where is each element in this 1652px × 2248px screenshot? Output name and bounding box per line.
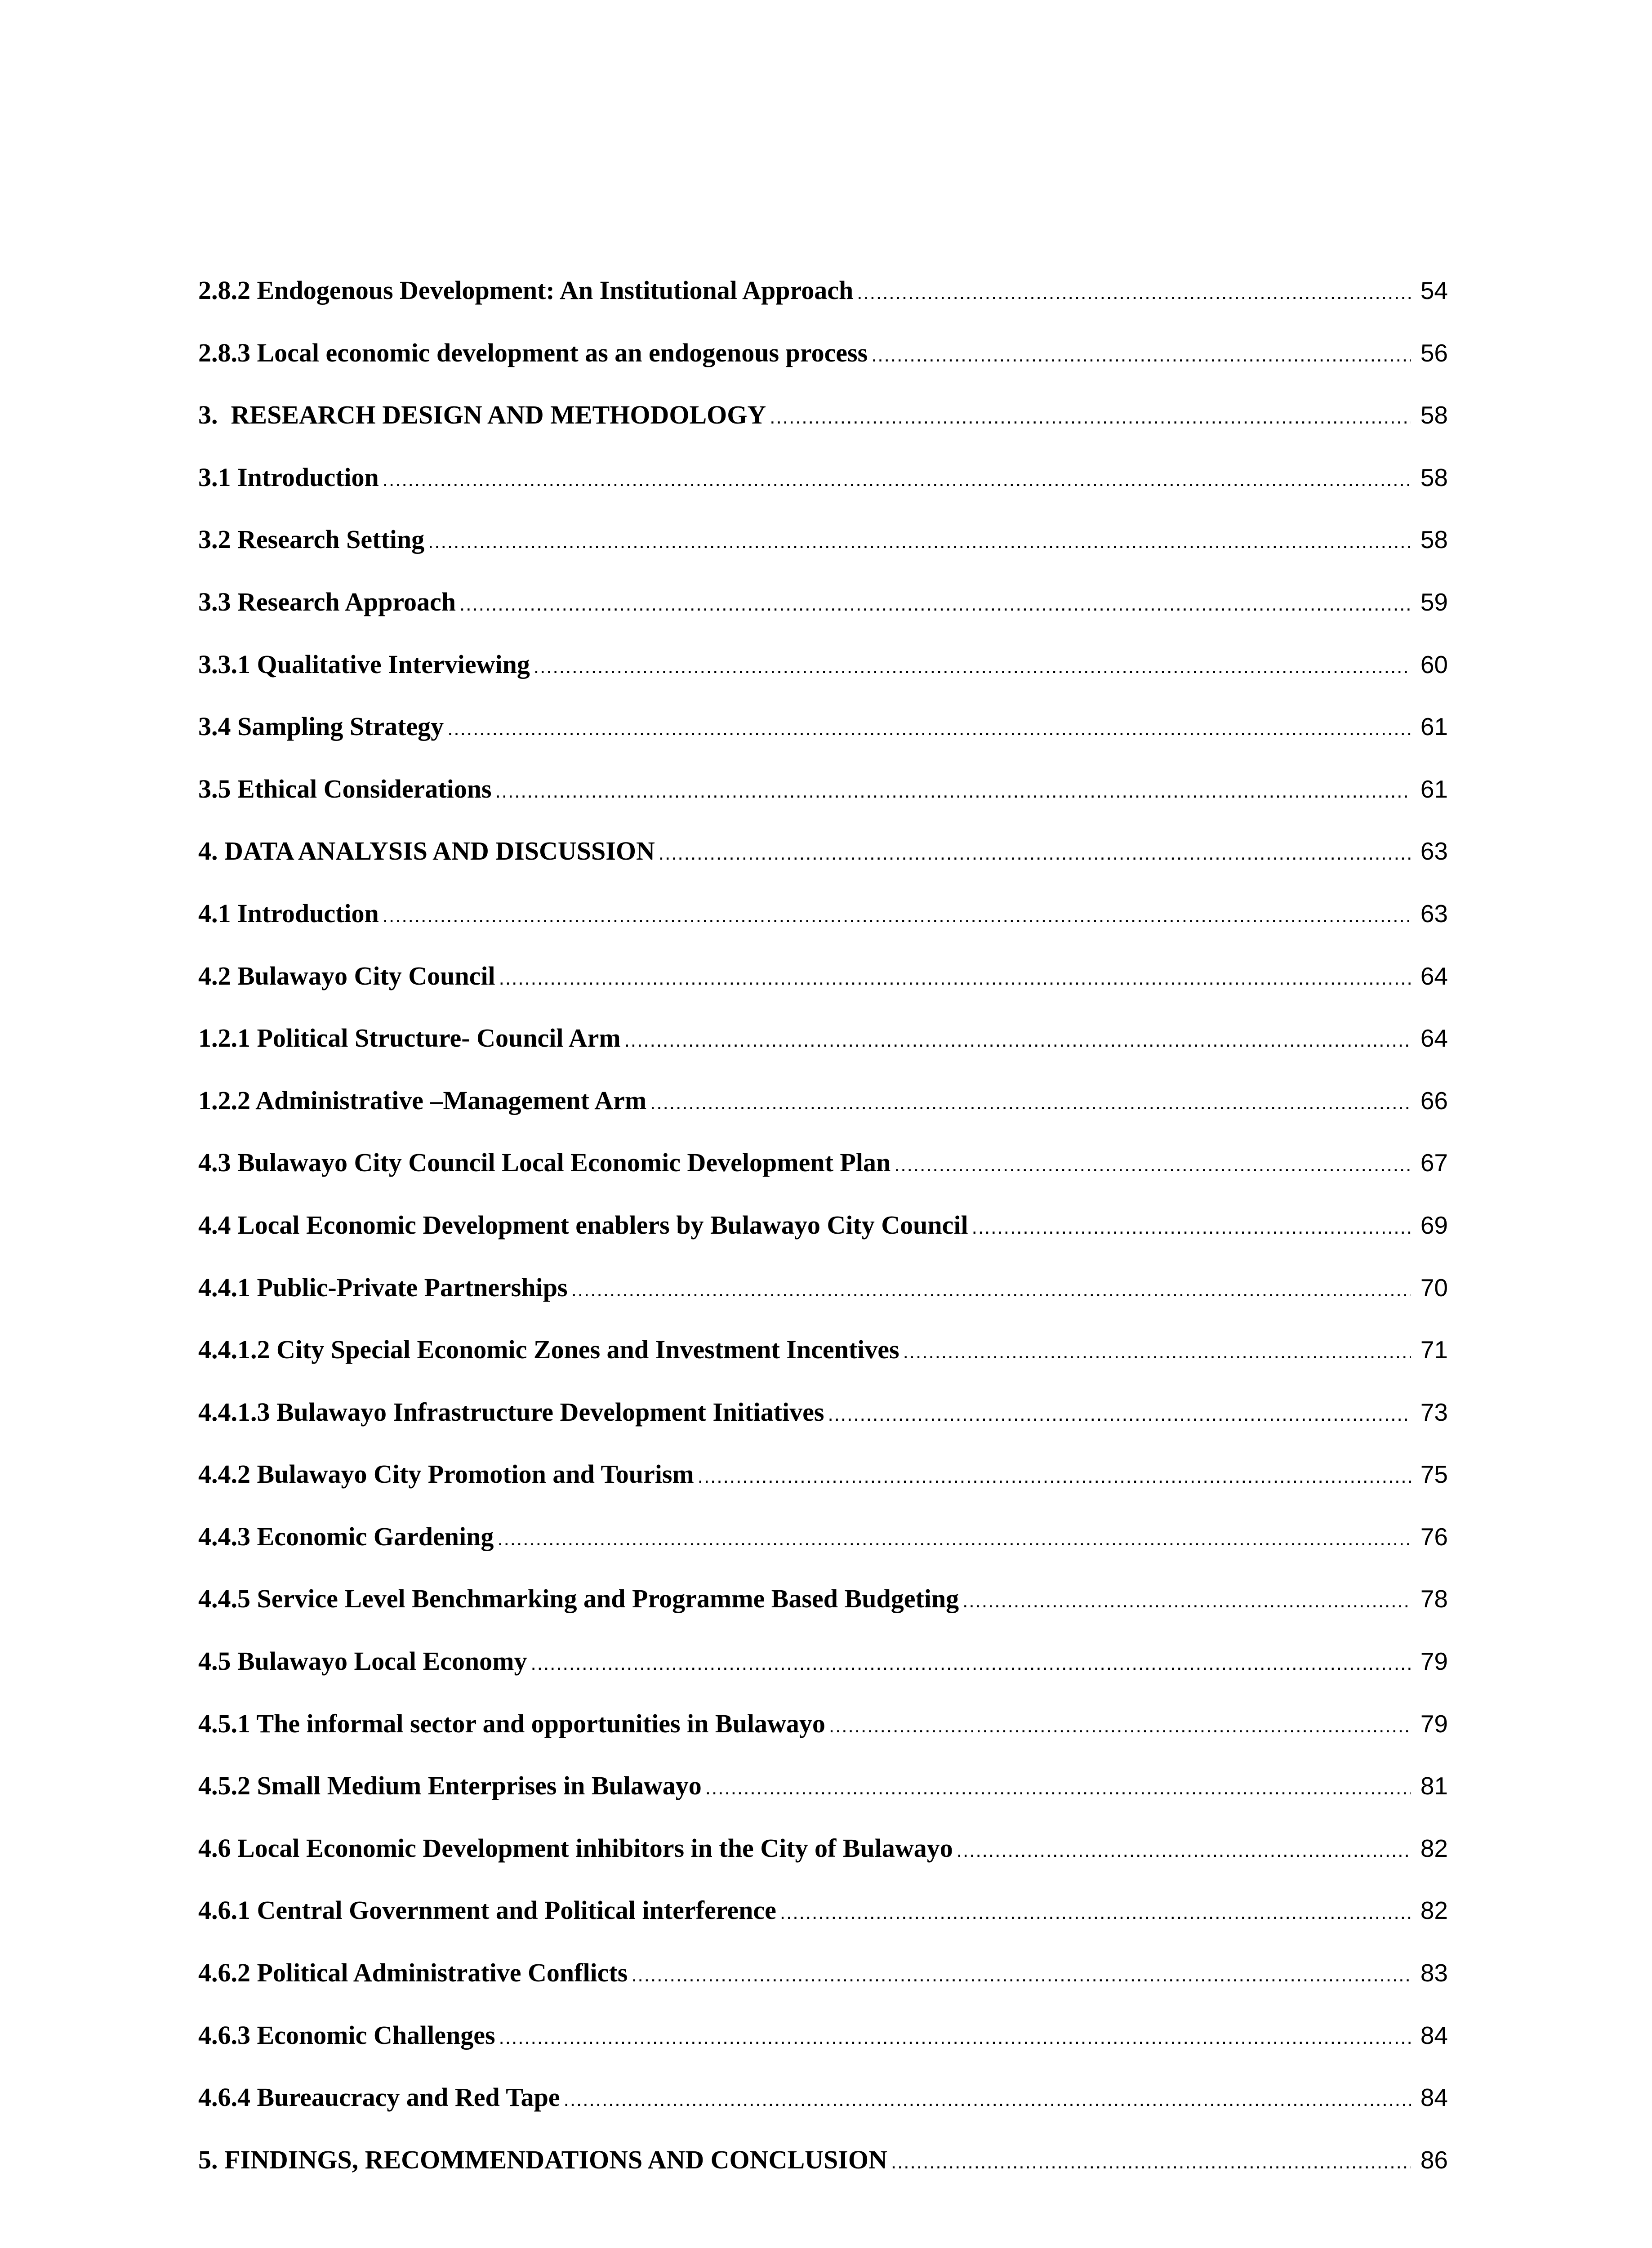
toc-page-number: 58 [1420,401,1448,429]
toc-entry-title: 4.4 Local Economic Development enablers by Bulawayo City Council [198,1210,968,1240]
toc-entry-title: 3.5 Ethical Considerations [198,774,492,803]
toc-entry-title: 4.4.2 Bulawayo City Promotion and Tourism [198,1459,694,1489]
toc-entry-title: 4.4.1.3 Bulawayo Infrastructure Development Initiatives [198,1397,824,1427]
toc-page-number: 63 [1420,899,1448,928]
toc-entry-title: 3. RESEARCH DESIGN AND METHODOLOGY [198,400,766,430]
toc-page-number: 82 [1420,1896,1448,1925]
toc-dot-leader [571,1279,1411,1301]
toc-dot-leader [495,780,1411,803]
toc-dot-leader [631,1964,1411,1986]
toc-entry-title: 1.2.1 Political Structure- Council Arm [198,1023,621,1053]
toc-page-number: 79 [1420,1709,1448,1738]
toc-dot-leader [871,344,1411,366]
toc-dot-leader [534,656,1411,678]
toc-dot-leader [828,1403,1411,1426]
toc-entry-title: 4.6.3 Economic Challenges [198,2020,495,2050]
toc-entry[interactable] [198,1646,1448,1708]
toc-dot-leader [891,2151,1411,2173]
toc-page-number: 66 [1420,1086,1448,1115]
toc-dot-leader [428,531,1411,553]
toc-dot-leader [650,1092,1411,1114]
toc-entry[interactable] [198,462,1448,525]
toc-entry[interactable] [198,711,1448,774]
toc-dot-leader [698,1465,1411,1488]
toc-dot-leader [564,2088,1411,2111]
toc-page-number: 76 [1420,1522,1448,1551]
toc-entry[interactable] [198,1708,1448,1771]
toc-page-number: 71 [1420,1336,1448,1364]
toc-dot-leader [497,1528,1411,1550]
toc-page-number: 84 [1420,2083,1448,2112]
toc-dot-leader [447,718,1411,740]
toc-entry-title: 4. DATA ANALYSIS AND DISCUSSION [198,836,655,866]
toc-dot-leader [383,468,1411,491]
toc-entry[interactable] [198,587,1448,649]
toc-entry[interactable] [198,961,1448,1023]
toc-dot-leader [705,1777,1411,1799]
toc-dot-leader [962,1590,1411,1612]
toc-page-number: 58 [1420,526,1448,554]
toc-page-number: 73 [1420,1398,1448,1426]
toc-page-number: 81 [1420,1772,1448,1800]
toc-entry-title: 4.3 Bulawayo City Council Local Economic Development Plan [198,1148,891,1178]
toc-entry[interactable] [198,1958,1448,2020]
toc-page-number: 61 [1420,775,1448,803]
toc-page-number: 70 [1420,1273,1448,1302]
toc-entry-title: 4.4.1.2 City Special Economic Zones and Investment Incentives [198,1335,899,1365]
toc-entry-title: 4.2 Bulawayo City Council [198,961,495,990]
toc-page-number: 79 [1420,1647,1448,1676]
toc-entry[interactable] [198,1085,1448,1148]
toc-entry[interactable] [198,774,1448,836]
toc-dot-leader [659,842,1411,865]
toc-entry-title: 4.4.1 Public-Private Partnerships [198,1272,568,1302]
toc-entry[interactable] [198,1023,1448,1085]
toc-page-number: 69 [1420,1211,1448,1239]
toc-dot-leader [499,967,1411,990]
toc-entry-title: 4.5.2 Small Medium Enterprises in Bulawayo [198,1771,702,1801]
toc-page-number: 64 [1420,962,1448,990]
toc-entry-title: 3.3.1 Qualitative Interviewing [198,649,530,679]
toc-entry-title: 3.1 Introduction [198,462,379,492]
toc-entry[interactable] [198,524,1448,587]
toc-entry-title: 4.4.5 Service Level Benchmarking and Programme Based Budgeting [198,1584,959,1614]
toc-entry[interactable] [198,400,1448,462]
toc-entry[interactable] [198,1833,1448,1896]
toc-entry-title: 2.8.3 Local economic development as an endogenous process [198,338,868,367]
toc-entry[interactable] [198,1459,1448,1521]
toc-dot-leader [780,1901,1411,1924]
toc-entry-title: 2.8.2 Endogenous Development: An Institutional Approach [198,276,854,305]
toc-entry-title: 4.1 Introduction [198,898,379,928]
toc-entry-title: 4.6.2 Political Administrative Conflicts [198,1958,628,1988]
toc-page-number: 82 [1420,1834,1448,1862]
toc-entry[interactable] [198,275,1448,338]
toc-dot-leader [499,2026,1411,2049]
toc-dot-leader [624,1029,1411,1052]
toc-page-number: 54 [1420,277,1448,304]
toc-dot-leader [894,1154,1411,1176]
toc-entry-title: 4.6.4 Bureaucracy and Red Tape [198,2083,560,2112]
toc-entry-title: 3.3 Research Approach [198,587,456,616]
toc-entry[interactable] [198,1272,1448,1335]
toc-page-number: 86 [1420,2145,1448,2174]
toc-entry[interactable] [198,1397,1448,1459]
toc-dot-leader [829,1715,1411,1737]
toc-entry-title: 4.5 Bulawayo Local Economy [198,1646,527,1676]
toc-page-number: 83 [1420,1959,1448,1987]
toc-entry[interactable] [198,2145,1448,2207]
toc-entry[interactable] [198,1210,1448,1272]
toc-entry-title: 4.4.3 Economic Gardening [198,1521,494,1551]
toc-entry-title: 4.6 Local Economic Development inhibitors in the City of Bulawayo [198,1833,953,1863]
toc-entry[interactable] [198,898,1448,961]
toc-dot-leader [531,1652,1412,1675]
toc-entry[interactable] [198,1147,1448,1210]
toc-entry-title: 4.6.1 Central Government and Political interference [198,1896,776,1925]
toc-page-number: 67 [1420,1149,1448,1177]
toc-entry[interactable] [198,1583,1448,1646]
toc-entry[interactable] [198,338,1448,400]
toc-dot-leader [903,1341,1411,1363]
toc-page-number: 60 [1420,650,1448,678]
toc-page-number: 84 [1420,2021,1448,2049]
toc-page-number: 58 [1420,463,1448,491]
toc-dot-leader [857,281,1411,304]
toc-entry[interactable] [198,2020,1448,2083]
toc-page-number: 56 [1420,339,1448,367]
toc-page-number: 78 [1420,1585,1448,1613]
toc-entry-title: 3.4 Sampling Strategy [198,712,444,741]
toc-entry-title: 5. FINDINGS, RECOMMENDATIONS AND CONCLUSION [198,2145,887,2174]
toc-entry-title: 1.2.2 Administrative –Management Arm [198,1085,647,1115]
toc-dot-leader [770,406,1411,428]
toc-page-number: 61 [1420,713,1448,741]
toc-entry[interactable] [198,1521,1448,1584]
toc-entry[interactable] [198,1895,1448,1958]
toc-entry-title: 3.2 Research Setting [198,525,425,554]
toc-dot-leader [459,593,1411,616]
toc-dot-leader [383,905,1411,927]
toc-entry[interactable] [198,1771,1448,1833]
toc-dot-leader [957,1839,1411,1862]
toc-page-number: 75 [1420,1460,1448,1489]
toc-page-number: 59 [1420,588,1448,616]
toc-entry[interactable] [198,836,1448,898]
toc-dot-leader [972,1216,1411,1239]
toc-entry[interactable] [198,649,1448,712]
toc-page-number: 63 [1420,837,1448,865]
toc-entry[interactable] [198,1334,1448,1397]
toc-entry[interactable] [198,2082,1448,2145]
toc-entry-title: 4.5.1 The informal sector and opportunities in Bulawayo [198,1708,825,1738]
toc-page-number: 64 [1420,1024,1448,1053]
table-of-contents [198,275,1448,2207]
